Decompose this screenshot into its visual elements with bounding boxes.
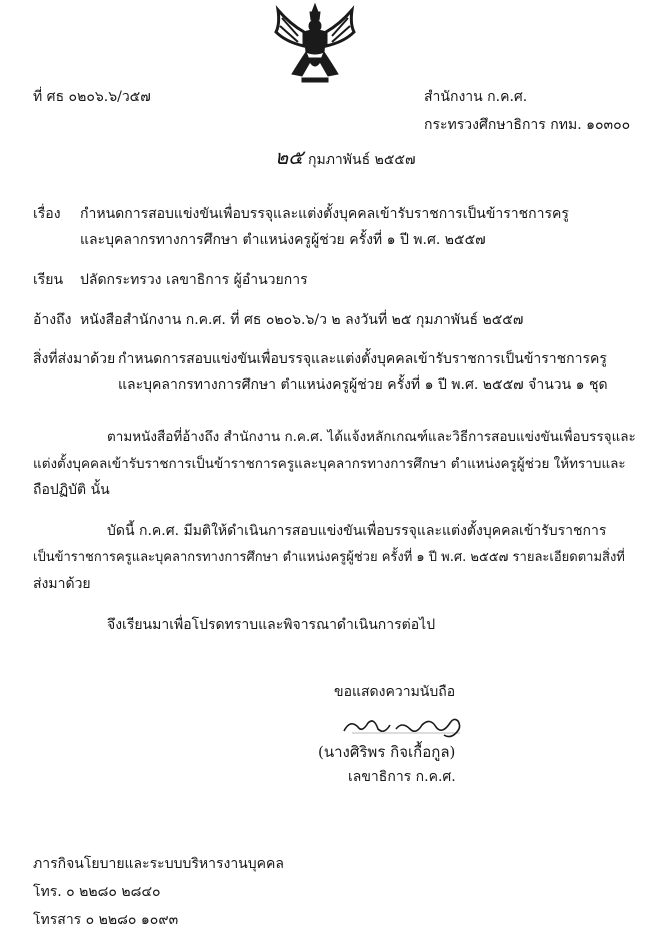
office-address: กระทรวงศึกษาธิการ กทม. ๑๐๓๐๐	[424, 117, 631, 133]
footer-fax: โทรสาร ๐ ๒๒๘๐ ๑๐๙๓	[33, 912, 179, 928]
body-paragraph-3: จึงเรียนมาเพื่อโปรดทราบและพิจารณาดำเนินการต่อไป	[107, 617, 436, 633]
recipient-value: ปลัดกระทรวง เลขาธิการ ผู้อำนวยการ	[80, 272, 308, 288]
signatory-name: (นางศิริพร กิจเกื้อกูล)	[318, 743, 456, 761]
signatory-position: เลขาธิการ ก.ค.ศ.	[348, 769, 456, 785]
date-day: ๒๕	[275, 145, 304, 169]
document-number: ที่ ศธ ๐๒๐๖.๖/ว๕๗	[33, 89, 151, 105]
reference-label: อ้างถึง	[33, 312, 72, 328]
enclosure-line-2: และบุคลากรทางการศึกษา ตำแหน่งครูผู้ช่วย ครั้งที่ ๑ ปี พ.ศ. ๒๕๕๗ จำนวน ๑ ชุด	[118, 377, 608, 393]
subject-line-1: กำหนดการสอบแข่งขันเพื่อบรรจุและแต่งตั้งบุคคลเข้ารับราชการเป็นข้าราชการครู	[80, 206, 569, 222]
enclosure-label: สิ่งที่ส่งมาด้วย	[33, 351, 116, 367]
office-name: สำนักงาน ก.ค.ศ.	[424, 89, 528, 105]
body-paragraph-1-line-2: แต่งตั้งบุคคลเข้ารับราชการเป็นข้าราชการครูและบุคลากรทางการศึกษา ตำแหน่งครูผู้ช่วย ให้ทราบและ	[33, 456, 626, 472]
footer-department: ภารกิจนโยบายและระบบบริหารงานบุคคล	[33, 856, 284, 872]
body-paragraph-2-line-2: เป็นข้าราชการครูและบุคลากรทางการศึกษา ตำแหน่งครูผู้ช่วย ครั้งที่ ๑ ปี พ.ศ. ๒๕๕๗ รายละเอียดตามสิ่งที่	[33, 550, 625, 565]
body-paragraph-1-line-1: ตามหนังสือที่อ้างถึง สำนักงาน ก.ค.ศ. ได้แจ้งหลักเกณฑ์และวิธีการสอบแข่งขันเพื่อบรรจุและ	[107, 429, 636, 445]
body-paragraph-1-line-3: ถือปฏิบัติ นั้น	[33, 482, 110, 498]
body-paragraph-2-line-3: ส่งมาด้วย	[33, 576, 91, 592]
date-month-year: กุมภาพันธ์ ๒๕๕๗	[308, 152, 416, 168]
footer-phone: โทร. ๐ ๒๒๘๐ ๒๘๔๐	[33, 884, 161, 900]
subject-label: เรื่อง	[33, 206, 61, 222]
body-paragraph-2-line-1: บัดนี้ ก.ค.ศ. มีมติให้ดำเนินการสอบแข่งขันเพื่อบรรจุและแต่งตั้งบุคคลเข้ารับราชการ	[107, 523, 607, 539]
garuda-emblem-icon	[268, 2, 362, 86]
enclosure-line-1: กำหนดการสอบแข่งขันเพื่อบรรจุและแต่งตั้งบุคคลเข้ารับราชการเป็นข้าราชการครู	[118, 351, 607, 367]
subject-line-2: และบุคลากรทางการศึกษา ตำแหน่งครูผู้ช่วย ครั้งที่ ๑ ปี พ.ศ. ๒๕๕๗	[80, 232, 486, 248]
closing-regards: ขอแสดงความนับถือ	[334, 684, 456, 700]
recipient-label: เรียน	[33, 272, 64, 288]
signature-icon	[340, 713, 474, 741]
reference-value: หนังสือสำนักงาน ก.ค.ศ. ที่ ศธ ๐๒๐๖.๖/ว ๒ ลงวันที่ ๒๕ กุมภาพันธ์ ๒๕๕๗	[80, 312, 524, 328]
